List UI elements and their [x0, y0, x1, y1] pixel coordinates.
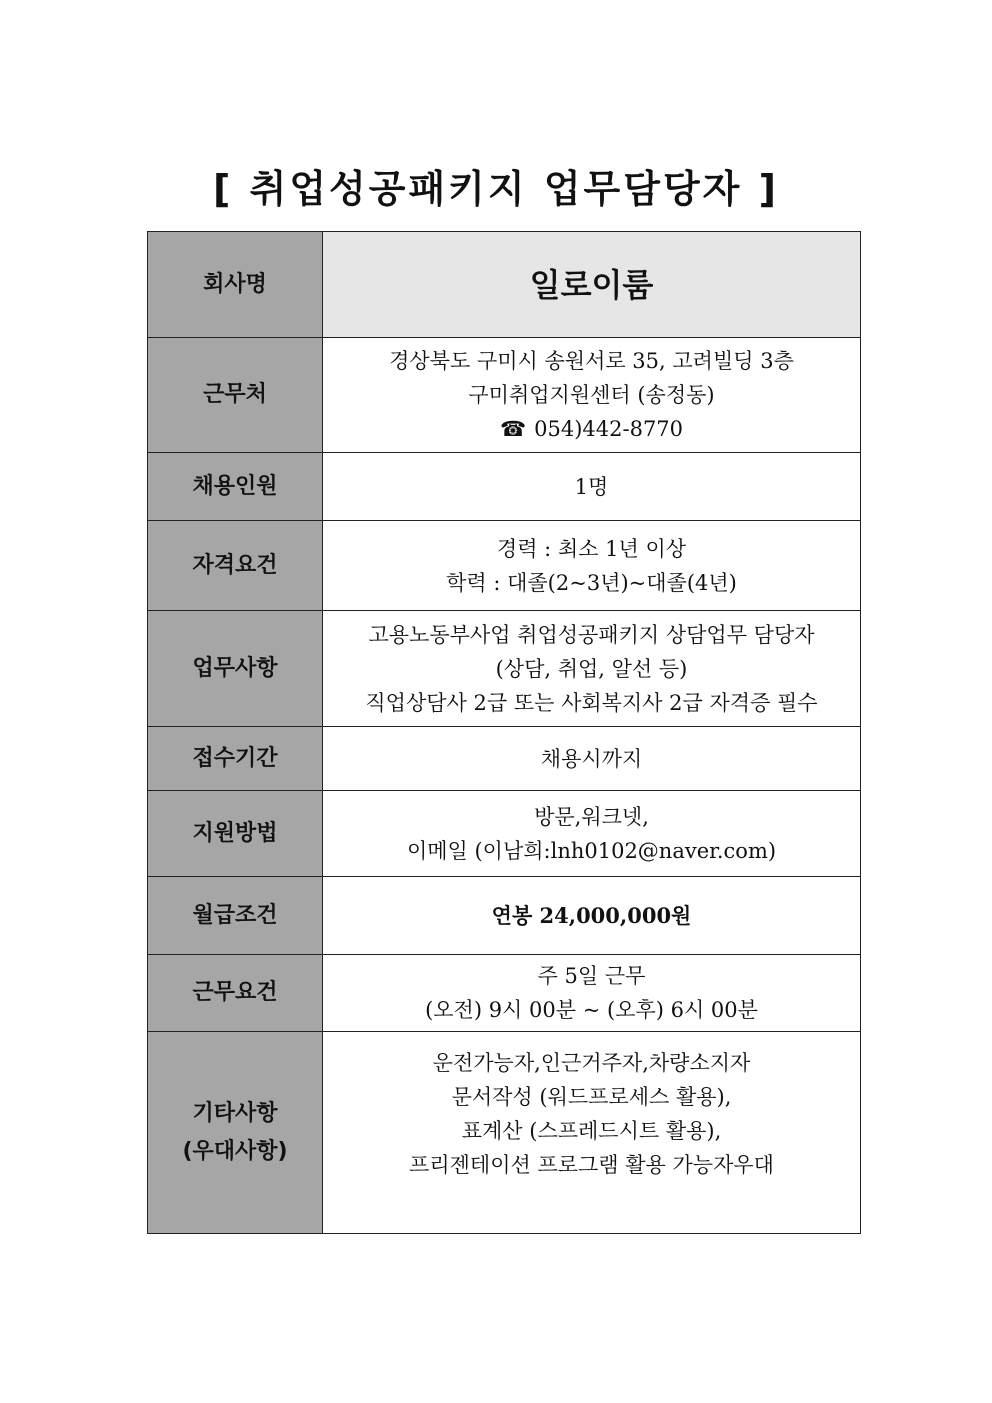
company-label: 회사명 — [148, 232, 323, 338]
company-value: 일로이룸 — [323, 232, 861, 338]
method-value — [323, 791, 861, 877]
period-value: 채용시까지 — [323, 727, 861, 791]
row-duties — [148, 611, 861, 727]
etc-value — [323, 1032, 861, 1234]
workplace-label: 근무처 — [148, 338, 323, 453]
telephone-icon: ☎ — [499, 417, 527, 441]
headcount-label: 채용인원 — [148, 453, 323, 521]
etc-line-3: 표계산 (스프레드시트 활용), — [461, 1119, 722, 1143]
row-hours — [148, 955, 861, 1032]
method-email: 이메일 (이남희:lnh0102@naver.com) — [406, 838, 777, 863]
period-label: 접수기간 — [148, 727, 323, 791]
qualification-education: 학력 : 대졸(2~3년)~대졸(4년) — [446, 570, 737, 595]
etc-line-1: 운전가능자,인근거주자,차량소지자 — [432, 1051, 751, 1075]
row-salary — [148, 877, 861, 955]
method-label: 지원방법 — [148, 791, 323, 877]
page-title: [ 취업성공패키지 업무담당자 ] — [213, 167, 779, 211]
workplace-center: 구미취업지원센터 (송정동) — [468, 383, 715, 407]
workplace-phone-line — [323, 412, 860, 446]
row-period — [148, 727, 861, 791]
headcount-value: 1명 — [323, 453, 861, 521]
hours-line-2: (오전) 9시 00분 ~ (오후) 6시 00분 — [425, 998, 758, 1022]
etc-line-4: 프리젠테이션 프로그램 활용 가능자우대 — [409, 1153, 774, 1177]
hours-label: 근무요건 — [148, 955, 323, 1032]
row-etc — [148, 1032, 861, 1234]
row-headcount — [148, 453, 861, 521]
etc-label-line-2: (우대사항) — [182, 1138, 288, 1164]
etc-label-line-1: 기타사항 — [192, 1100, 278, 1126]
salary-label: 월급조건 — [148, 877, 323, 955]
row-qualification — [148, 521, 861, 611]
row-workplace — [148, 338, 861, 453]
duties-line-2: (상담, 취업, 알선 등) — [495, 656, 688, 681]
duties-line-1: 고용노동부사업 취업성공패키지 상담업무 담당자 — [368, 622, 815, 647]
duties-line-3: 직업상담사 2급 또는 사회복지사 2급 자격증 필수 — [365, 690, 818, 715]
workplace-phone: 054)442-8770 — [534, 417, 684, 441]
workplace-address: 경상북도 구미시 송원서로 35, 고려빌딩 3층 — [389, 349, 794, 373]
qualification-career: 경력 : 최소 1년 이상 — [496, 536, 687, 561]
row-company — [148, 232, 861, 338]
etc-label — [148, 1032, 323, 1234]
workplace-value — [323, 338, 861, 453]
qualification-label: 자격요건 — [148, 521, 323, 611]
etc-line-2: 문서작성 (워드프로세스 활용), — [451, 1085, 732, 1109]
job-info-table — [147, 231, 861, 1234]
qualification-value — [323, 521, 861, 611]
row-method — [148, 791, 861, 877]
duties-value — [323, 611, 861, 727]
method-line-1: 방문,워크넷, — [534, 804, 649, 829]
duties-label: 업무사항 — [148, 611, 323, 727]
hours-line-1: 주 5일 근무 — [537, 964, 646, 988]
salary-value: 연봉 24,000,000원 — [323, 877, 861, 955]
hours-value — [323, 955, 861, 1032]
